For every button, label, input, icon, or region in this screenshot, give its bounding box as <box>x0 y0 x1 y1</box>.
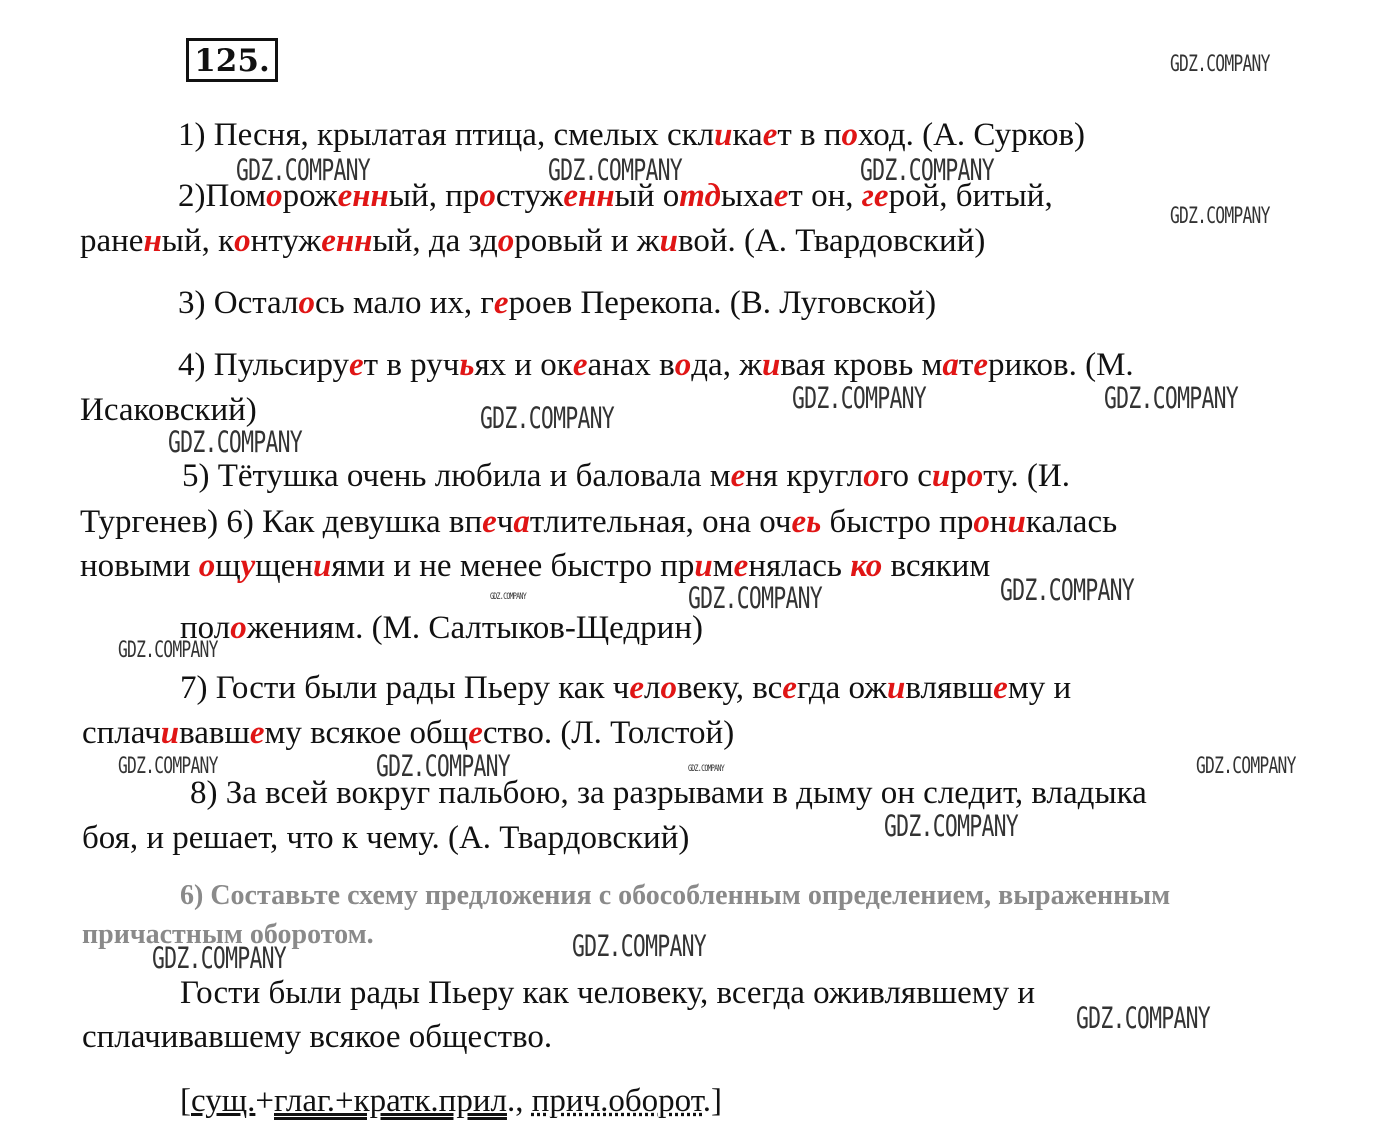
sentence-4-cont: Исаковский) <box>80 392 257 428</box>
watermark: GDZ.COMPANY <box>152 941 286 975</box>
exercise-number: 125. <box>186 38 278 82</box>
sentence-8: 8) За всей вокруг пальбою, за разрывами в дыму он следит, владыка <box>190 775 1147 811</box>
task-text-cont: причастным оборотом. <box>82 919 374 950</box>
scheme-participle: прич.оборот <box>531 1083 703 1119</box>
scheme-bracket-close: .] <box>702 1083 722 1119</box>
watermark: GDZ.COMPANY <box>236 153 370 187</box>
watermark: GDZ.COMPANY <box>688 764 724 774</box>
sentence-1: 1) Песня, крылатая птица, смелых скликает в поход. (А. Сурков) <box>178 117 1086 153</box>
watermark: GDZ.COMPANY <box>792 381 926 415</box>
watermark: GDZ.COMPANY <box>480 401 614 435</box>
sentence-2-cont: раненый, контуженный, да здоровый и живой. (А. Твардовский) <box>80 223 986 259</box>
watermark: GDZ.COMPANY <box>118 638 218 663</box>
watermark: GDZ.COMPANY <box>860 153 994 187</box>
watermark: GDZ.COMPANY <box>490 592 526 602</box>
watermark: GDZ.COMPANY <box>1076 1001 1210 1035</box>
sentence-6: Тургенев) 6) Как девушка впечатлительная, она очеь быстро проникалась <box>80 504 1118 540</box>
sentence-6-end: положениям. (М. Салтыков-Щедрин) <box>180 610 703 646</box>
watermark: GDZ.COMPANY <box>376 749 510 783</box>
watermark: GDZ.COMPANY <box>572 929 706 963</box>
watermark: GDZ.COMPANY <box>118 754 218 779</box>
sentence-8-cont: боя, и решает, что к чему. (А. Твардовский) <box>82 820 690 856</box>
watermark: GDZ.COMPANY <box>688 581 822 615</box>
scheme-separator: ., <box>506 1083 532 1119</box>
sentence-7-cont: сплачивавшему всякое общество. (Л. Толстой) <box>82 715 735 751</box>
sentence-7: 7) Гости были рады Пьеру как человеку, всегда оживлявшему и <box>180 670 1072 706</box>
sentence-scheme <box>180 1081 722 1121</box>
scheme-bracket-open: [ <box>180 1083 191 1119</box>
scheme-predicate: глаг.+кратк.прил <box>274 1083 507 1119</box>
scheme-plus: + <box>255 1083 274 1119</box>
watermark: GDZ.COMPANY <box>168 425 302 459</box>
sentence-2: 2)Помороженный, простуженный отдыхает он, герой, битый, <box>178 178 1053 214</box>
watermark: GDZ.COMPANY <box>1170 204 1270 229</box>
watermark: GDZ.COMPANY <box>1104 381 1238 415</box>
sentence-4: 4) Пульсирует в ручьях и океанах вода, живая кровь материков. (М. <box>178 347 1134 383</box>
task-text: 6) Составьте схему предложения с обособленным определением, выраженным <box>180 880 1171 911</box>
watermark: GDZ.COMPANY <box>884 809 1018 843</box>
answer-sentence-cont: сплачивавшему всякое общество. <box>82 1019 553 1055</box>
watermark: GDZ.COMPANY <box>1196 754 1296 779</box>
sentence-3: 3) Осталось мало их, героев Перекопа. (В. Луговской) <box>178 285 937 321</box>
sentence-5: 5) Тётушка очень любила и баловала меня круглого сироту. (И. <box>182 458 1071 494</box>
watermark: GDZ.COMPANY <box>548 153 682 187</box>
sentence-6-cont: новыми ощущениями и не менее быстро применялась ко всяким <box>80 548 991 584</box>
answer-sentence: Гости были рады Пьеру как человеку, всегда оживлявшему и <box>180 975 1036 1011</box>
scheme-noun: сущ. <box>191 1083 256 1119</box>
watermark: GDZ.COMPANY <box>1170 52 1270 77</box>
watermark: GDZ.COMPANY <box>1000 573 1134 607</box>
